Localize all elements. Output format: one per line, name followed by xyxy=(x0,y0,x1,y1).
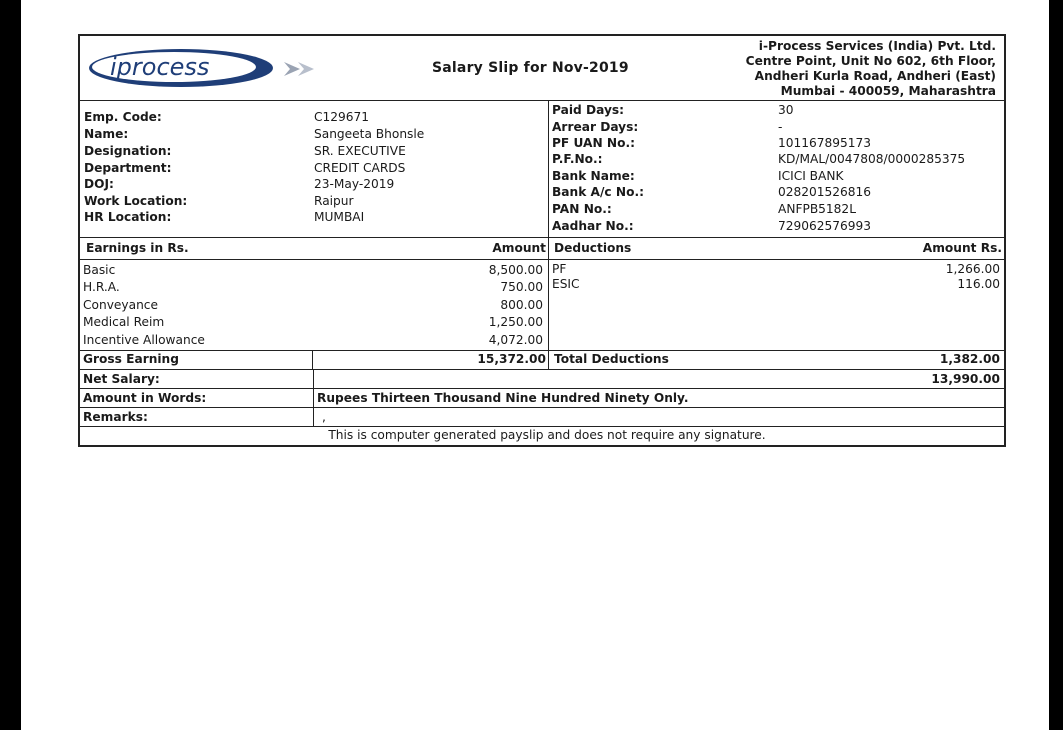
net-salary-row xyxy=(80,370,1004,389)
employee-details-right: Paid Days: 30 Arrear Days: - PF UAN No.: 101167895173 P.F.No.: KD/MAL/0047808/0000285375 Bank Name: ICICI BANK Bank A/c No.: 028201526816 PAN No.: ANFPB5182L Aadhar No.: 729062576993 xyxy=(552,103,966,233)
earnings-deductions-body xyxy=(80,260,1004,351)
deductions-heading: Deductions xyxy=(554,241,632,255)
net-salary-label: Net Salary: xyxy=(80,370,314,388)
slip-header xyxy=(80,36,1004,101)
deduction-item-name: PF xyxy=(552,262,567,276)
earning-item-amount: 1,250.00 xyxy=(488,315,543,330)
company-address xyxy=(746,39,996,99)
total-deductions-label: Total Deductions xyxy=(554,352,669,366)
iprocess-logo xyxy=(86,44,326,94)
salary-slip xyxy=(78,34,1006,447)
footer-row xyxy=(80,427,1004,445)
document-page xyxy=(21,0,1049,730)
gross-earning-value: 15,372.00 xyxy=(477,352,546,366)
footer-note: This is computer generated payslip and does not require any signature. xyxy=(328,428,766,442)
net-salary-value: 13,990.00 xyxy=(931,372,1000,386)
deductions-heading-cell xyxy=(549,238,1004,259)
deduction-item-name: ESIC xyxy=(552,277,580,292)
earnings-heading-cell xyxy=(80,238,549,259)
deductions-list xyxy=(549,260,1004,350)
earning-item-name: Basic xyxy=(83,263,116,277)
earning-item-amount: 750.00 xyxy=(500,280,543,295)
company-line: Mumbai - 400059, Maharashtra xyxy=(780,84,996,98)
earning-item-amount: 800.00 xyxy=(500,297,543,312)
earning-item-name: Incentive Allowance xyxy=(83,332,205,347)
total-deductions-cell xyxy=(549,351,1004,369)
company-line: Andheri Kurla Road, Andheri (East) xyxy=(754,69,996,83)
earnings-amount-heading: Amount xyxy=(492,241,546,255)
earning-item-name: H.R.A. xyxy=(83,280,120,295)
gross-earning-cell xyxy=(80,351,549,369)
slip-title: Salary Slip for Nov-2019 xyxy=(432,60,629,76)
remarks-label: Remarks: xyxy=(80,408,314,426)
gross-earning-label: Gross Earning xyxy=(83,352,179,366)
company-line: Centre Point, Unit No 602, 6th Floor, xyxy=(745,54,996,68)
logo-text: iprocess xyxy=(110,53,210,81)
amount-in-words-label: Amount in Words: xyxy=(80,389,314,407)
net-salary-cell xyxy=(314,370,1004,388)
amount-in-words-value: Rupees Thirteen Thousand Nine Hundred Ninety Only. xyxy=(317,391,689,405)
employee-info xyxy=(80,101,1004,238)
amount-in-words-row xyxy=(80,389,1004,408)
company-line: i-Process Services (India) Pvt. Ltd. xyxy=(758,39,996,53)
deduction-item-amount: 1,266.00 xyxy=(945,262,1000,276)
earnings-heading: Earnings in Rs. xyxy=(86,241,189,255)
earnings-deductions-header xyxy=(80,238,1004,260)
earnings-list xyxy=(80,260,549,350)
earning-item-name: Conveyance xyxy=(83,297,159,312)
totals-row xyxy=(80,351,1004,370)
earning-item-amount: 8,500.00 xyxy=(488,263,543,277)
employee-details-left: Emp. Code: C129671 Name: Sangeeta Bhonsle Designation: SR. EXECUTIVE Department: CREDIT CARDS DOJ: 23-May-2019 Work Location: Raipur HR Location: MUMBAI xyxy=(80,101,549,237)
remarks-value: , xyxy=(322,410,326,424)
deductions-amount-heading: Amount Rs. xyxy=(922,241,1002,255)
earning-item-name: Medical Reim xyxy=(83,315,165,330)
total-deductions-value: 1,382.00 xyxy=(939,352,1000,366)
deduction-item-amount: 116.00 xyxy=(957,277,1000,292)
remarks-row xyxy=(80,408,1004,427)
earning-item-amount: 4,072.00 xyxy=(488,332,543,347)
